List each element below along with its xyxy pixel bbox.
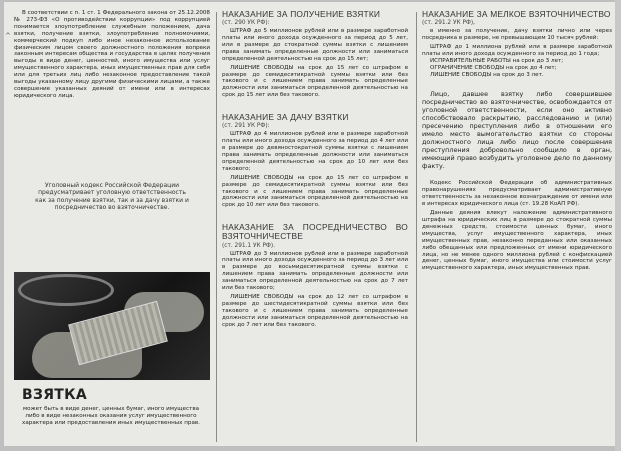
penalty-fine: ШТРАФ до 3 миллионов рублей или в размере заработной платы или иного дохода осужденного за период до 3 лет или в размере до восьмидесятикратной суммы взятки с лишением права занимать определенные должности или заниматься определенной деятельностью на срок до 7 лет или без такового; [222,250,408,292]
fine-paragraph: Данные деяния влекут наложение административного штрафа на юридических лиц в размере до стократной суммы денежных средств, стоимости ценных бумаг, иного имущества, услуг имущественного характера, иных имущественных прав, незаконно переданных или оказанных либо обещанных или предложенных от имени юридического лица, но не менее одного миллиона рублей с конфискацией денег, ценных бумаг, иного имущества или стоимости услуг имущественного характера, иных имущественных прав. [422,210,612,272]
penalty-imprisonment: ЛИШЕНИЕ СВОБОДЫ на срок до 15 лет со штрафом в размере до семидесятикратной суммы взятки или без такового и с лишением права занимать определенные должности или заниматься определенной деятельностью на срок до 15 лет или без такового. [222,64,408,99]
section-heading: НАКАЗАНИЕ ЗА ПОСРЕДНИЧЕСТВО ВО ВЗЯТОЧНИЧЕСТВЕ [222,222,408,242]
penalty-fine: ШТРАФ до 1 миллиона рублей или в размере заработной платы или иного дохода осужденного за период до 1 года; [422,43,612,57]
penalty-imprisonment: ЛИШЕНИЕ СВОБОДЫ на срок до 12 лет со штрафом в размере до шестидесятикратной суммы взятки или без такового и с лишением права занимать определенные должности или заниматься определенной деятельностью на срок до 7 лет или без такового. [222,294,408,328]
leaflet-sheet [4,2,615,446]
section-receiving-bribe [222,10,408,99]
handcuff-image [18,274,114,306]
criminal-code-note: Уголовный кодекс Российской Федерации предусматривает уголовную ответственность как за получение взятки, так и за дачу взятки и посредничество во взяточничестве. [35,182,189,212]
release-paragraph: Лицо, давшее взятку либо совершившее посредничество во взяточничестве, освобождается от уголовной ответственности, если оно активно способствовало раскрытию, расследованию и (или) пресечению преступления либо в отношении его имело место вымогательство взятки со стороны должностного лица либо лицо после совершения преступления добровольно сообщило в орган, имеющий право возбудить уголовное дело по данному факту. [422,90,612,171]
right-column [422,10,612,274]
article-ref: (ст. 290 УК РФ): [222,20,270,27]
penalty-fine: ШТРАФ до 5 миллионов рублей или в размере заработной платы или иного дохода осужденного за период до 5 лет, или в размере до стократной суммы взятки с лишением права занимать определенные должности или заниматься определенной деятельностью на срок до 15 лет; [222,28,408,62]
koap-paragraph: Кодекс Российской Федерации об административных правонарушениях предусматривает административную ответственность за незаконное вознаграждение от имени или в интересах юридического лица (ст. 19.28 КоАП РФ). [422,180,612,208]
penalty-fine: ШТРАФ до 4 миллионов рублей или в размере заработной платы или иного дохода осужденного за период до 4 лет или в размере до девяностократной суммы взятки с лишением права занимать определенные должности или заниматься определенной деятельностью на срок до 10 лет или без такового; [222,131,408,172]
section-heading: НАКАЗАНИЕ ЗА ДАЧУ ВЗЯТКИ [222,112,349,123]
section-giving-bribe [222,113,408,209]
middle-column [222,10,408,331]
section-heading: НАКАЗАНИЕ ЗА МЕЛКОЕ ВЗЯТОЧНИЧЕСТВО [422,9,611,19]
article-ref: (ст. 291 УК РФ): [222,123,270,130]
penalty-imprisonment: ЛИШЕНИЕ СВОБОДЫ на срок до 15 лет со штрафом в размере до семидесятикратной суммы взятки или без такового и с лишением права занимать определенные должности или заниматься определенной деятельностью на срок до 10 лет или без такового. [222,174,408,209]
penalty-imprisonment: ЛИШЕНИЕ СВОБОДЫ на срок до 3 лет. [430,71,544,78]
bribe-definition: может быть в виде денег, ценных бумаг, иного имущества либо в виде незаконных оказания услуг имущественного характера или предоставления иных имущественных прав. [22,406,200,426]
article-ref: (ст. 291.1 УК РФ). [222,242,276,249]
column-divider [216,12,217,442]
article-ref: (ст. 291.2 УК РФ), [422,20,476,27]
bribe-photo [14,272,210,380]
section-mediation [222,223,408,328]
edge-mark: ^ [5,32,11,40]
penalty-corrective-labor: ИСПРАВИТЕЛЬНЫЕ РАБОТЫ на срок до 3 лет; [430,57,564,64]
left-column [14,10,210,100]
penalty-restriction: ОГРАНИЧЕНИЕ СВОБОДЫ на срок до 4 лет; [430,64,557,71]
column-divider [416,12,417,442]
page-edge [615,0,621,451]
intro-paragraph: В соответствии с п. 1 ст. 1 Федерального закона от 25.12.2008 № 273-ФЗ «О противодействии коррупции» под коррупцией понимается злоупотребление служебным положением, дача взятки, получение взятки, злоупотребление полномочиями, коммерческий подкуп либо иное незаконное использование физическим лицом своего должностного положения вопреки законным интересам общества и государства в целях получения выгоды в виде денег, ценностей, иного имущества или услуг имущественного характера, иных имущественных прав для себя или для третьих лиц либо незаконное предоставление такой выгоды указанному лицу другими физическими лицами, а также совершение указанных деяний от имени или в интересах юридического лица. [14,10,210,99]
section-heading: НАКАЗАНИЕ ЗА ПОЛУЧЕНИЕ ВЗЯТКИ [222,9,381,19]
bribe-title: ВЗЯТКА [22,387,88,403]
petty-bribe-lead: в именно за получение, дачу взятки лично или через посредника в размере, не превышающем 10 тысяч рублей: [422,28,612,42]
